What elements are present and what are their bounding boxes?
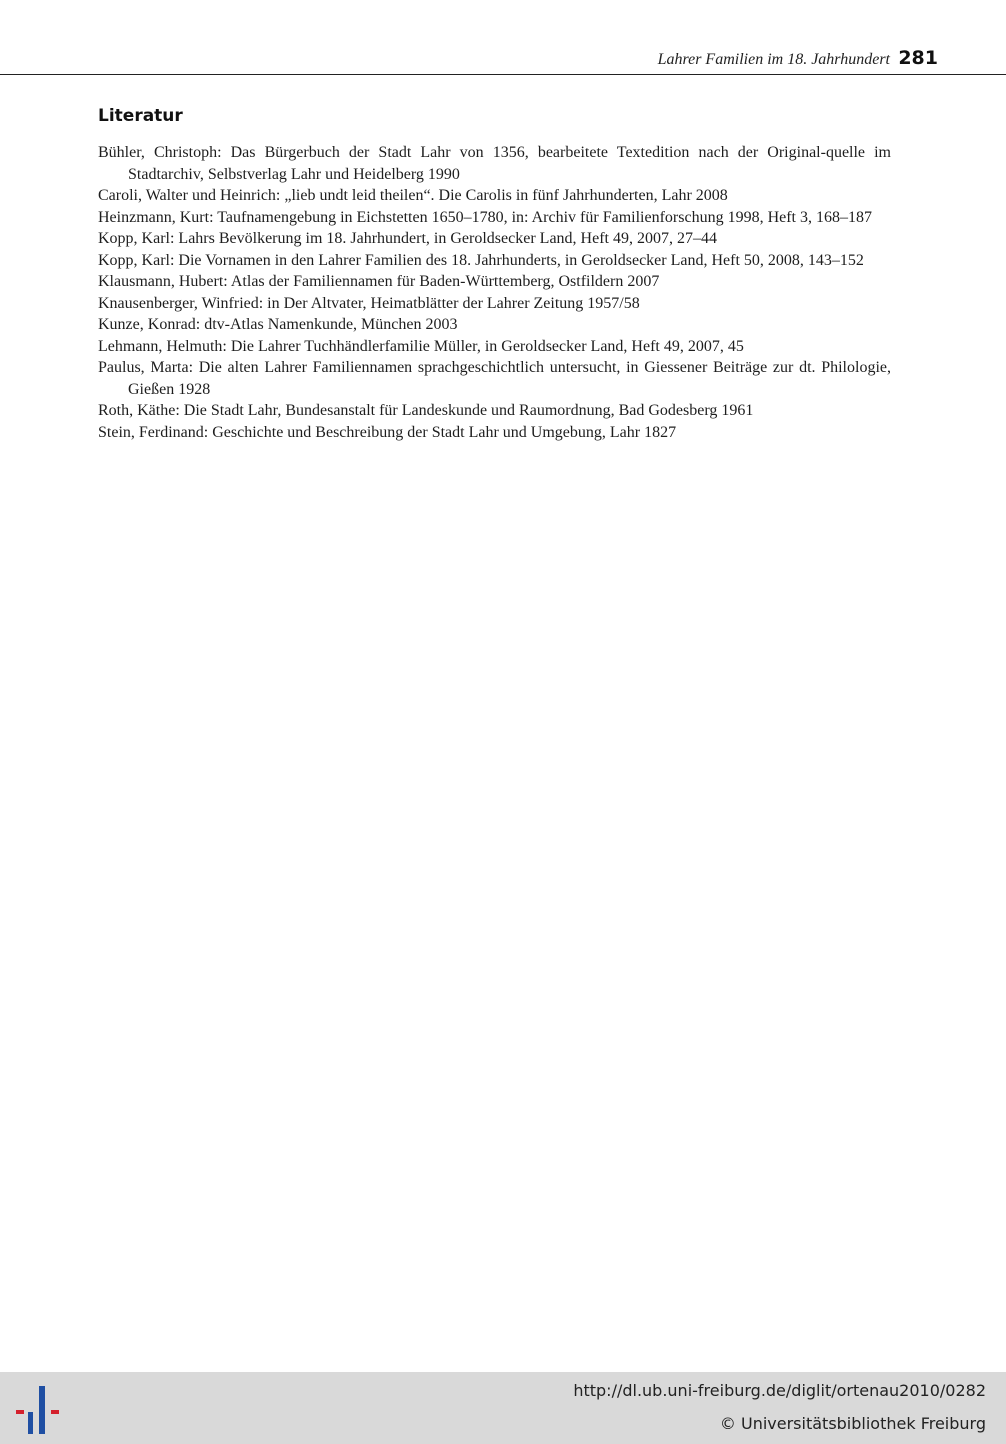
library-logo-icon (12, 1384, 64, 1436)
reference-entry: Knausenberger, Winfried: in Der Altvater, Heimatblätter der Lahrer Zeitung 1957/58 (98, 294, 640, 312)
source-url-link[interactable]: http://dl.ub.uni-freiburg.de/diglit/ortenau2010/0282 (573, 1381, 986, 1400)
reference-entry: Klausmann, Hubert: Atlas der Familiennamen für Baden-Württemberg, Ostfildern 2007 (98, 273, 660, 290)
library-footer (0, 1372, 1006, 1444)
page-number: 281 (898, 47, 938, 69)
section-heading: Literatur (98, 106, 183, 126)
reference-entry: Kunze, Konrad: dtv-Atlas Namenkunde, München 2003 (98, 316, 458, 333)
running-title: Lahrer Familien im 18. Jahrhundert (657, 51, 890, 68)
reference-entry: Paulus, Marta: Die alten Lahrer Familiennamen sprachgeschichtlich untersucht, in Giessener Beiträge zur dt. Philologie, Gießen 1928 (98, 359, 891, 398)
reference-entry: Caroli, Walter und Heinrich: „lieb undt leid theilen“. Die Carolis in fünf Jahrhunderten, Lahr 2008 (98, 187, 728, 204)
reference-entry: Lehmann, Helmuth: Die Lahrer Tuchhändlerfamilie Müller, in Geroldsecker Land, Heft 49, 2007, 45 (98, 337, 744, 355)
reference-entry: Roth, Käthe: Die Stadt Lahr, Bundesanstalt für Landeskunde und Raumordnung, Bad Godesberg 1961 (98, 402, 754, 419)
copyright-notice: © Universitätsbibliothek Freiburg (719, 1414, 986, 1433)
reference-entry: Bühler, Christoph: Das Bürgerbuch der Stadt Lahr von 1356, bearbeitete Textedition nach der Original-quelle im Stadtarchiv, Selbstverlag Lahr und Heidelberg 1990 (98, 144, 891, 183)
reference-entry: Heinzmann, Kurt: Taufnamengebung in Eichstetten 1650–1780, in: Archiv für Familienforschung 1998, Heft 3, 168–187 (98, 208, 872, 226)
reference-entry: Kopp, Karl: Die Vornamen in den Lahrer Familien des 18. Jahrhunderts, in Geroldsecker Land, Heft 50, 2008, 143–152 (98, 251, 864, 269)
reference-entry: Stein, Ferdinand: Geschichte und Beschreibung der Stadt Lahr und Umgebung, Lahr 1827 (98, 423, 677, 441)
reference-entry: Kopp, Karl: Lahrs Bevölkerung im 18. Jahrhundert, in Geroldsecker Land, Heft 49, 2007, 27–44 (98, 230, 717, 247)
reference-list (98, 142, 891, 443)
running-header (0, 44, 1006, 75)
